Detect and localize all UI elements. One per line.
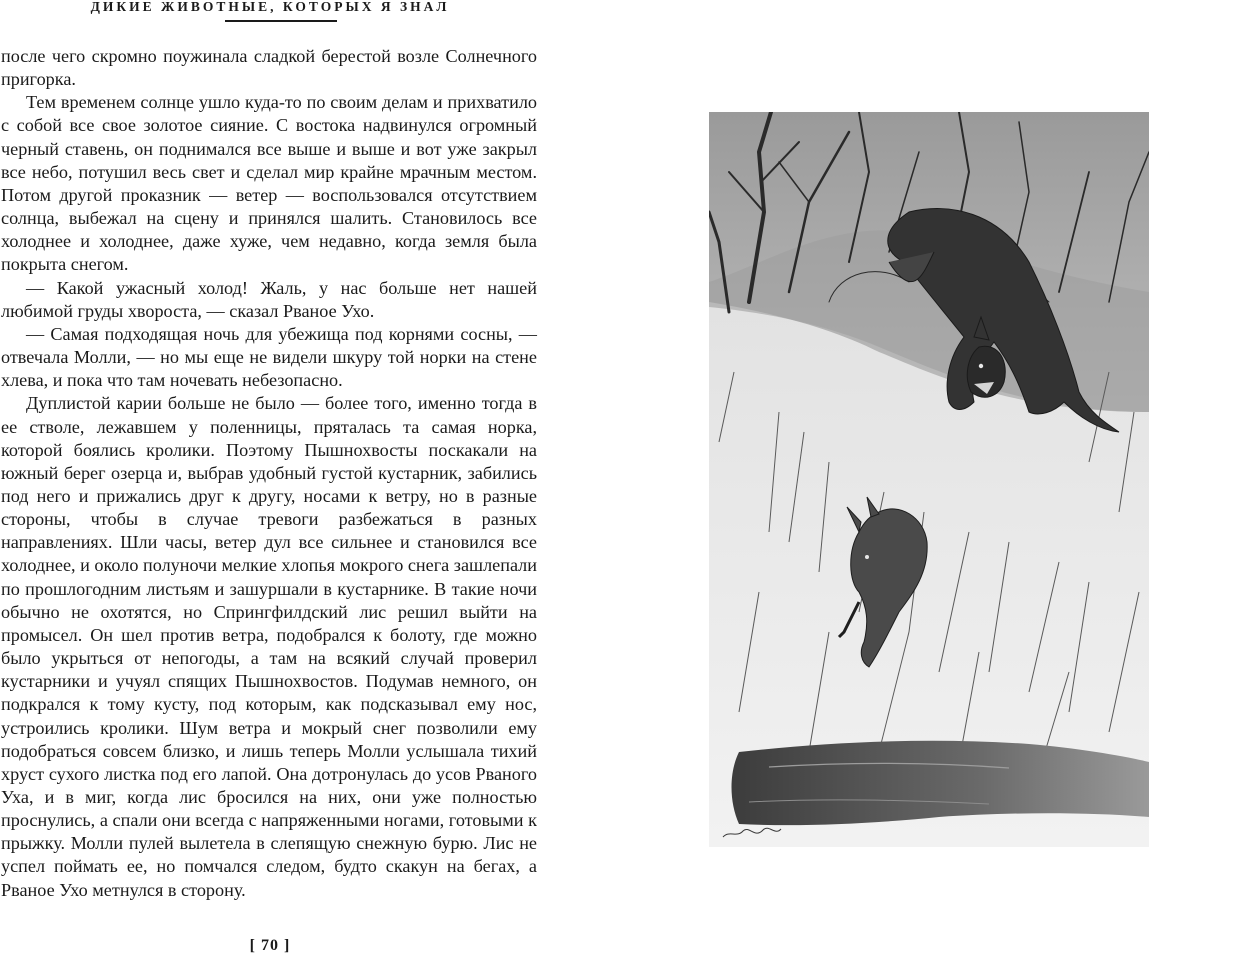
paragraph: Тем временем солнце ушло куда-то по своим делам и прихватило с собой все свое золотое сияние. С востока надвинулся огромный черный ставень, он поднимался все выше и выше и вот уже закрыл все небо, потушил весь свет и сделал мир крайне мрачным местом. Потом другой проказник — ветер — воспользовался отсутствием солнца, выбежал на сцену и принялся шалить. Становилось все холоднее и холоднее, даже хуже, чем недавно, когда земля была покрыта снегом. bbox=[1, 92, 537, 275]
paragraph: после чего скромно поужинала сладкой берестой возле Солнечного пригорка. bbox=[1, 46, 537, 90]
running-head-rule bbox=[225, 20, 337, 22]
paragraph: Дуплистой карии больше не было — более того, именно тогда в ее стволе, лежавшем у поленницы, пряталась та самая норка, которой боялись кролики. Поэтому Пышнохвосты поскакали на южный берег озерца и, выбрав удобный густой кустарник, забились под него и прижались друг к другу, носами к ветру, но в разные стороны, чтобы в случае тревоги разбежаться в разных направлениях. Шли часы, ветер дул все сильнее и становился все холоднее, и около полуночи мелкие хлопья мокрого снега зашлепали по прошлогодним листьям и зашуршали в кустарнике. В такие ночи обычно не охотятся, но Спрингфилдский лис решил выйти на промысел. Он шел против ветра, подобрался к болоту, где можно было укрыться от непогоды, а там на всякий случай проверил кустарники и учуял спящих Пышнохвостов. Подумав немного, он подкрался к тому кусту, под которым, как подсказывал ему нос, устроились кролики. Шум ветра и мокрый снег позволили ему подобраться совсем близко, и лишь теперь Молли услышала тихий хруст сухого листка под его лапой. Она дотронулась до усов Рваного Уха, и в миг, когда лис бросился на них, они уже полностью проснулись, а спали они всегда с напряженными ногами, готовыми к прыжку. Молли пулей вылетела в слепящую снежную бурю. Лис не успел поймать ее, но помчался следом, будто скакун на бегах, а Рваное Ухо метнулся в сторону. bbox=[1, 393, 537, 900]
paragraph: — Самая подходящая ночь для убежища под корнями сосны, — отвечала Молли, — но мы еще не видели шкуру той норки на стене хлева, и пока что там ночевать небезопасно. bbox=[1, 323, 537, 391]
fox-chasing-rabbit-engraving-icon bbox=[709, 112, 1149, 847]
page-number: [ 70 ] bbox=[249, 937, 291, 954]
running-head: ДИКИЕ ЖИВОТНЫЕ, КОТОРЫХ Я ЗНАЛ bbox=[90, 0, 450, 14]
body-text bbox=[1, 45, 537, 902]
paragraph: — Какой ужасный холод! Жаль, у нас больше нет нашей любимой груды хвороста, — сказал Рваное Ухо. bbox=[1, 277, 537, 321]
